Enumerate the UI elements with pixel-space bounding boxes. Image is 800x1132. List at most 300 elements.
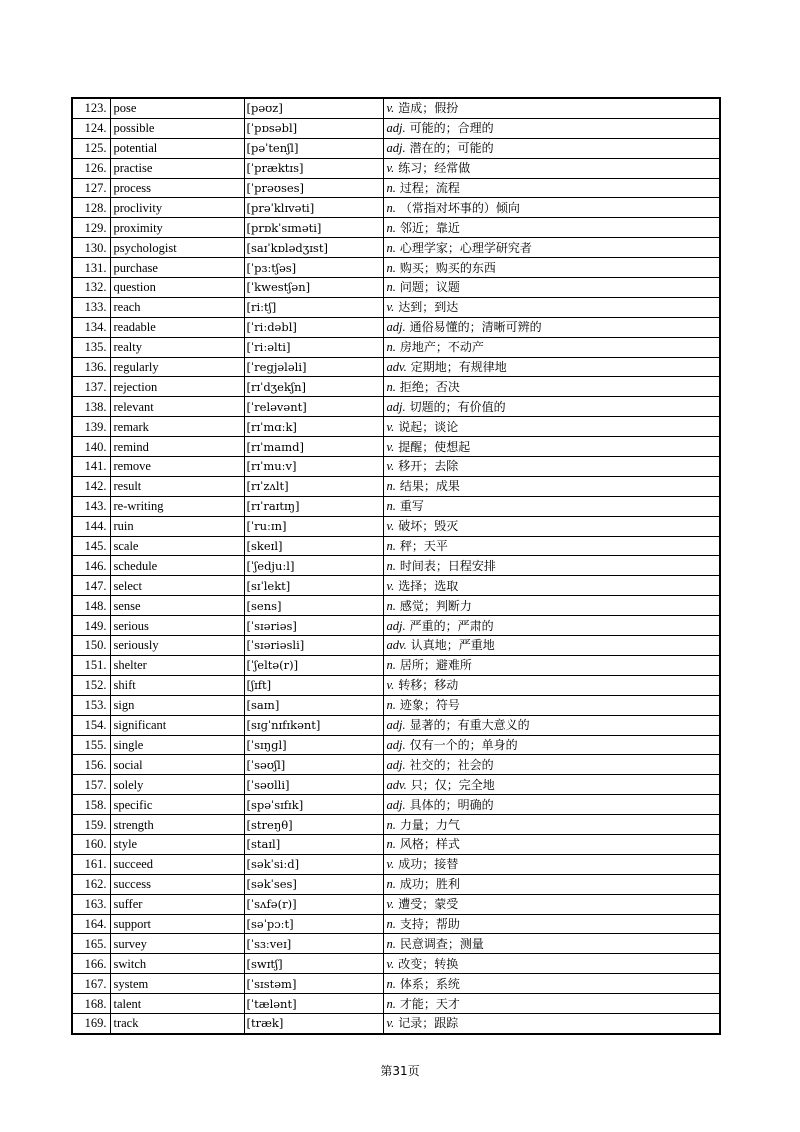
- table-row: [72, 516, 720, 536]
- definition-text: 购买；购买的东西: [399, 260, 496, 275]
- part-of-speech: adv.: [386, 360, 407, 375]
- phonetic-cell: [ˈʃeltə(r)]: [244, 655, 383, 675]
- word-cell: sign: [110, 695, 244, 715]
- definition-text: 提醒；使想起: [398, 439, 471, 454]
- word-cell: single: [110, 735, 244, 755]
- meaning-cell: [383, 576, 720, 596]
- word-cell: potential: [110, 138, 244, 158]
- phonetic-cell: [ˈʃedjuːl]: [244, 556, 383, 576]
- word-cell: support: [110, 914, 244, 934]
- word-cell: question: [110, 278, 244, 298]
- table-row: [72, 337, 720, 357]
- row-number: 124.: [72, 118, 110, 138]
- meaning-cell: [383, 258, 720, 278]
- definition-text: 民意调查；测量: [399, 936, 484, 951]
- row-number: 153.: [72, 695, 110, 715]
- phonetic-cell: [ˈreləvənt]: [244, 397, 383, 417]
- part-of-speech: v.: [386, 101, 395, 116]
- word-cell: scale: [110, 536, 244, 556]
- row-number: 148.: [72, 596, 110, 616]
- definition-text: 居所；避难所: [399, 658, 472, 673]
- table-row: [72, 715, 720, 735]
- table-row: [72, 437, 720, 457]
- definition-text: 房地产；不动产: [399, 340, 484, 355]
- table-row: [72, 675, 720, 695]
- table-row: [72, 834, 720, 854]
- part-of-speech: v.: [386, 578, 395, 593]
- definition-text: 仅有一个的；单身的: [409, 737, 518, 752]
- meaning-cell: [383, 1013, 720, 1033]
- row-number: 125.: [72, 138, 110, 158]
- definition-text: 问题；议题: [399, 280, 460, 295]
- row-number: 167.: [72, 974, 110, 994]
- word-cell: schedule: [110, 556, 244, 576]
- definition-text: 记录；跟踪: [398, 1016, 459, 1031]
- row-number: 142.: [72, 476, 110, 496]
- meaning-cell: [383, 795, 720, 815]
- table-row: [72, 357, 720, 377]
- row-number: 126.: [72, 158, 110, 178]
- row-number: 139.: [72, 417, 110, 437]
- row-number: 155.: [72, 735, 110, 755]
- meaning-cell: [383, 755, 720, 775]
- table-row: [72, 397, 720, 417]
- meaning-cell: [383, 377, 720, 397]
- part-of-speech: n.: [386, 698, 396, 713]
- part-of-speech: n.: [386, 837, 396, 852]
- word-cell: possible: [110, 118, 244, 138]
- phonetic-cell: [ˈsəʊʃl]: [244, 755, 383, 775]
- phonetic-cell: [streŋθ]: [244, 815, 383, 835]
- meaning-cell: [383, 118, 720, 138]
- phonetic-cell: [skeɪl]: [244, 536, 383, 556]
- vocabulary-table-body: [72, 98, 720, 1034]
- definition-text: 练习；经常做: [398, 161, 471, 176]
- phonetic-cell: [træk]: [244, 1013, 383, 1033]
- definition-text: 风格；样式: [399, 837, 460, 852]
- word-cell: success: [110, 874, 244, 894]
- part-of-speech: adj.: [386, 320, 406, 335]
- part-of-speech: n.: [386, 181, 396, 195]
- row-number: 143.: [72, 496, 110, 516]
- word-cell: relevant: [110, 397, 244, 417]
- meaning-cell: [383, 994, 720, 1014]
- phonetic-cell: [ˈpræktɪs]: [244, 158, 383, 178]
- row-number: 132.: [72, 278, 110, 298]
- definition-text: 严重的；严肃的: [409, 618, 494, 633]
- phonetic-cell: [pəˈtenʃl]: [244, 138, 383, 158]
- row-number: 150.: [72, 636, 110, 656]
- phonetic-cell: [prəˈklɪvəti]: [244, 198, 383, 218]
- phonetic-cell: [sɪˈlekt]: [244, 576, 383, 596]
- table-row: [72, 536, 720, 556]
- row-number: 169.: [72, 1013, 110, 1033]
- meaning-cell: [383, 516, 720, 536]
- part-of-speech: adj.: [386, 121, 406, 136]
- part-of-speech: n.: [386, 817, 396, 832]
- part-of-speech: v.: [386, 897, 395, 912]
- table-row: [72, 457, 720, 477]
- phonetic-cell: [saɪn]: [244, 695, 383, 715]
- row-number: 162.: [72, 874, 110, 894]
- page-number: 第31页: [380, 1064, 420, 1078]
- definition-text: 认真地；严重地: [410, 638, 495, 653]
- row-number: 157.: [72, 775, 110, 795]
- meaning-cell: [383, 158, 720, 178]
- meaning-cell: [383, 815, 720, 835]
- word-cell: survey: [110, 934, 244, 954]
- table-row: [72, 994, 720, 1014]
- meaning-cell: [383, 914, 720, 934]
- row-number: 130.: [72, 238, 110, 258]
- phonetic-cell: [prɒkˈsɪməti]: [244, 218, 383, 238]
- definition-text: 转移；移动: [398, 678, 459, 693]
- table-row: [72, 695, 720, 715]
- meaning-cell: [383, 616, 720, 636]
- table-row: [72, 775, 720, 795]
- meaning-cell: [383, 178, 720, 198]
- word-cell: process: [110, 178, 244, 198]
- row-number: 138.: [72, 397, 110, 417]
- word-cell: track: [110, 1013, 244, 1033]
- part-of-speech: adj.: [386, 757, 406, 772]
- table-row: [72, 476, 720, 496]
- phonetic-cell: [ˈsɪŋgl]: [244, 735, 383, 755]
- meaning-cell: [383, 138, 720, 158]
- part-of-speech: n.: [386, 598, 396, 613]
- row-number: 128.: [72, 198, 110, 218]
- definition-text: 体系；系统: [399, 976, 460, 991]
- part-of-speech: n.: [386, 479, 396, 494]
- table-row: [72, 198, 720, 218]
- row-number: 164.: [72, 914, 110, 934]
- phonetic-cell: [riːtʃ]: [244, 297, 383, 317]
- definition-text: 支持；帮助: [399, 916, 460, 931]
- definition-text: 时间表；日程安排: [399, 558, 496, 573]
- row-number: 168.: [72, 994, 110, 1014]
- phonetic-cell: [ˈregjələli]: [244, 357, 383, 377]
- meaning-cell: [383, 198, 720, 218]
- phonetic-cell: [ˈsɪstəm]: [244, 974, 383, 994]
- phonetic-cell: [ˈriːəlti]: [244, 337, 383, 357]
- word-cell: realty: [110, 337, 244, 357]
- phonetic-cell: [ˈsʌfə(r)]: [244, 894, 383, 914]
- part-of-speech: n.: [386, 220, 396, 235]
- table-row: [72, 158, 720, 178]
- row-number: 147.: [72, 576, 110, 596]
- part-of-speech: n.: [386, 916, 396, 931]
- definition-text: （常指对坏事的）倾向: [399, 200, 520, 215]
- word-cell: seriously: [110, 636, 244, 656]
- row-number: 137.: [72, 377, 110, 397]
- definition-text: 拒绝；否决: [399, 379, 460, 394]
- word-cell: result: [110, 476, 244, 496]
- definition-text: 遭受；蒙受: [398, 897, 459, 912]
- meaning-cell: [383, 397, 720, 417]
- word-cell: solely: [110, 775, 244, 795]
- definition-text: 破坏；毁灭: [398, 519, 459, 534]
- row-number: 129.: [72, 218, 110, 238]
- part-of-speech: v.: [386, 300, 395, 315]
- part-of-speech: adj.: [386, 399, 406, 414]
- definition-text: 重写: [399, 499, 424, 514]
- table-row: [72, 755, 720, 775]
- definition-text: 力量；力气: [399, 817, 460, 832]
- table-row: [72, 655, 720, 675]
- part-of-speech: n.: [386, 996, 396, 1011]
- row-number: 165.: [72, 934, 110, 954]
- part-of-speech: n.: [386, 240, 396, 255]
- part-of-speech: n.: [386, 539, 396, 554]
- definition-text: 感觉；判断力: [399, 598, 472, 613]
- definition-text: 过程；流程: [399, 181, 460, 195]
- definition-text: 显著的；有重大意义的: [409, 718, 530, 733]
- meaning-cell: [383, 536, 720, 556]
- meaning-cell: [383, 98, 720, 118]
- part-of-speech: n.: [386, 379, 396, 394]
- row-number: 127.: [72, 178, 110, 198]
- phonetic-cell: [ʃɪft]: [244, 675, 383, 695]
- phonetic-cell: [ˈriːdəbl]: [244, 317, 383, 337]
- word-cell: strength: [110, 815, 244, 835]
- definition-text: 说起；谈论: [398, 419, 459, 434]
- meaning-cell: [383, 735, 720, 755]
- meaning-cell: [383, 496, 720, 516]
- part-of-speech: n.: [386, 200, 396, 215]
- word-cell: rejection: [110, 377, 244, 397]
- row-number: 144.: [72, 516, 110, 536]
- part-of-speech: adv.: [386, 638, 407, 653]
- row-number: 135.: [72, 337, 110, 357]
- table-row: [72, 616, 720, 636]
- row-number: 133.: [72, 297, 110, 317]
- word-cell: system: [110, 974, 244, 994]
- table-row: [72, 954, 720, 974]
- meaning-cell: [383, 874, 720, 894]
- definition-text: 通俗易懂的；清晰可辨的: [409, 320, 542, 335]
- word-cell: psychologist: [110, 238, 244, 258]
- phonetic-cell: [ˈpɒsəbl]: [244, 118, 383, 138]
- part-of-speech: adv.: [386, 777, 407, 792]
- meaning-cell: [383, 218, 720, 238]
- table-row: [72, 98, 720, 118]
- meaning-cell: [383, 317, 720, 337]
- part-of-speech: adj.: [386, 141, 406, 156]
- part-of-speech: n.: [386, 877, 396, 892]
- row-number: 156.: [72, 755, 110, 775]
- row-number: 131.: [72, 258, 110, 278]
- table-row: [72, 417, 720, 437]
- definition-text: 只；仅；完全地: [410, 777, 495, 792]
- definition-text: 成功；接替: [398, 857, 459, 872]
- part-of-speech: n.: [386, 499, 396, 514]
- meaning-cell: [383, 675, 720, 695]
- part-of-speech: n.: [386, 260, 396, 275]
- phonetic-cell: [sɪɡˈnɪfɪkənt]: [244, 715, 383, 735]
- word-cell: succeed: [110, 854, 244, 874]
- word-cell: serious: [110, 616, 244, 636]
- meaning-cell: [383, 894, 720, 914]
- table-row: [72, 795, 720, 815]
- table-row: [72, 894, 720, 914]
- meaning-cell: [383, 238, 720, 258]
- phonetic-cell: [rɪˈmuːv]: [244, 457, 383, 477]
- meaning-cell: [383, 636, 720, 656]
- table-row: [72, 854, 720, 874]
- part-of-speech: n.: [386, 936, 396, 951]
- meaning-cell: [383, 556, 720, 576]
- row-number: 146.: [72, 556, 110, 576]
- table-row: [72, 238, 720, 258]
- row-number: 134.: [72, 317, 110, 337]
- word-cell: purchase: [110, 258, 244, 278]
- meaning-cell: [383, 775, 720, 795]
- table-row: [72, 278, 720, 298]
- meaning-cell: [383, 695, 720, 715]
- phonetic-cell: [ˈsɪəriəs]: [244, 616, 383, 636]
- part-of-speech: v.: [386, 419, 395, 434]
- phonetic-cell: [ˈsɪəriəsli]: [244, 636, 383, 656]
- word-cell: regularly: [110, 357, 244, 377]
- word-cell: ruin: [110, 516, 244, 536]
- phonetic-cell: [swɪtʃ]: [244, 954, 383, 974]
- meaning-cell: [383, 974, 720, 994]
- word-cell: remark: [110, 417, 244, 437]
- phonetic-cell: [rɪˈmɑːk]: [244, 417, 383, 437]
- row-number: 145.: [72, 536, 110, 556]
- table-row: [72, 377, 720, 397]
- word-cell: practise: [110, 158, 244, 178]
- meaning-cell: [383, 715, 720, 735]
- word-cell: specific: [110, 795, 244, 815]
- row-number: 136.: [72, 357, 110, 377]
- row-number: 141.: [72, 457, 110, 477]
- row-number: 160.: [72, 834, 110, 854]
- meaning-cell: [383, 437, 720, 457]
- part-of-speech: n.: [386, 976, 396, 991]
- phonetic-cell: [səkˈses]: [244, 874, 383, 894]
- word-cell: reach: [110, 297, 244, 317]
- phonetic-cell: [ˈprəʊses]: [244, 178, 383, 198]
- word-cell: proclivity: [110, 198, 244, 218]
- part-of-speech: n.: [386, 558, 396, 573]
- row-number: 163.: [72, 894, 110, 914]
- word-cell: shift: [110, 675, 244, 695]
- table-row: [72, 138, 720, 158]
- table-row: [72, 218, 720, 238]
- word-cell: style: [110, 834, 244, 854]
- part-of-speech: v.: [386, 1016, 395, 1031]
- row-number: 154.: [72, 715, 110, 735]
- row-number: 140.: [72, 437, 110, 457]
- word-cell: readable: [110, 317, 244, 337]
- definition-text: 社交的；社会的: [409, 757, 494, 772]
- part-of-speech: v.: [386, 519, 395, 534]
- phonetic-cell: [sens]: [244, 596, 383, 616]
- meaning-cell: [383, 337, 720, 357]
- vocabulary-table: [71, 97, 721, 1035]
- meaning-cell: [383, 954, 720, 974]
- part-of-speech: n.: [386, 340, 396, 355]
- part-of-speech: v.: [386, 956, 395, 971]
- part-of-speech: n.: [386, 658, 396, 673]
- table-row: [72, 118, 720, 138]
- meaning-cell: [383, 417, 720, 437]
- definition-text: 切题的；有价值的: [409, 399, 506, 414]
- definition-text: 选择；选取: [398, 578, 459, 593]
- row-number: 151.: [72, 655, 110, 675]
- table-row: [72, 178, 720, 198]
- table-row: [72, 556, 720, 576]
- word-cell: social: [110, 755, 244, 775]
- definition-text: 邻近；靠近: [399, 220, 460, 235]
- table-row: [72, 636, 720, 656]
- table-row: [72, 596, 720, 616]
- part-of-speech: adj.: [386, 718, 406, 733]
- word-cell: significant: [110, 715, 244, 735]
- meaning-cell: [383, 596, 720, 616]
- meaning-cell: [383, 457, 720, 477]
- table-row: [72, 914, 720, 934]
- word-cell: suffer: [110, 894, 244, 914]
- part-of-speech: v.: [386, 857, 395, 872]
- table-row: [72, 1013, 720, 1033]
- meaning-cell: [383, 278, 720, 298]
- word-cell: sense: [110, 596, 244, 616]
- phonetic-cell: [spəˈsɪfɪk]: [244, 795, 383, 815]
- table-row: [72, 934, 720, 954]
- phonetic-cell: [rɪˈzʌlt]: [244, 476, 383, 496]
- word-cell: shelter: [110, 655, 244, 675]
- word-cell: remove: [110, 457, 244, 477]
- row-number: 152.: [72, 675, 110, 695]
- row-number: 123.: [72, 98, 110, 118]
- definition-text: 达到；到达: [398, 300, 459, 315]
- row-number: 149.: [72, 616, 110, 636]
- part-of-speech: adj.: [386, 737, 406, 752]
- definition-text: 潜在的；可能的: [409, 141, 494, 156]
- part-of-speech: v.: [386, 459, 395, 474]
- part-of-speech: n.: [386, 280, 396, 295]
- part-of-speech: v.: [386, 678, 395, 693]
- table-row: [72, 317, 720, 337]
- phonetic-cell: [ˈsəʊlli]: [244, 775, 383, 795]
- meaning-cell: [383, 854, 720, 874]
- definition-text: 可能的；合理的: [409, 121, 494, 136]
- meaning-cell: [383, 297, 720, 317]
- word-cell: re-writing: [110, 496, 244, 516]
- phonetic-cell: [pəʊz]: [244, 98, 383, 118]
- phonetic-cell: [rɪˈdʒekʃn]: [244, 377, 383, 397]
- row-number: 161.: [72, 854, 110, 874]
- word-cell: pose: [110, 98, 244, 118]
- definition-text: 具体的；明确的: [409, 797, 494, 812]
- phonetic-cell: [staɪl]: [244, 834, 383, 854]
- phonetic-cell: [rɪˈmaɪnd]: [244, 437, 383, 457]
- word-cell: remind: [110, 437, 244, 457]
- phonetic-cell: [ˈruːɪn]: [244, 516, 383, 536]
- word-cell: proximity: [110, 218, 244, 238]
- definition-text: 移开；去除: [398, 459, 459, 474]
- row-number: 159.: [72, 815, 110, 835]
- phonetic-cell: [rɪˈraɪtɪŋ]: [244, 496, 383, 516]
- phonetic-cell: [səkˈsiːd]: [244, 854, 383, 874]
- word-cell: talent: [110, 994, 244, 1014]
- phonetic-cell: [ˈtælənt]: [244, 994, 383, 1014]
- table-row: [72, 974, 720, 994]
- phonetic-cell: [ˈpɜːtʃəs]: [244, 258, 383, 278]
- word-cell: select: [110, 576, 244, 596]
